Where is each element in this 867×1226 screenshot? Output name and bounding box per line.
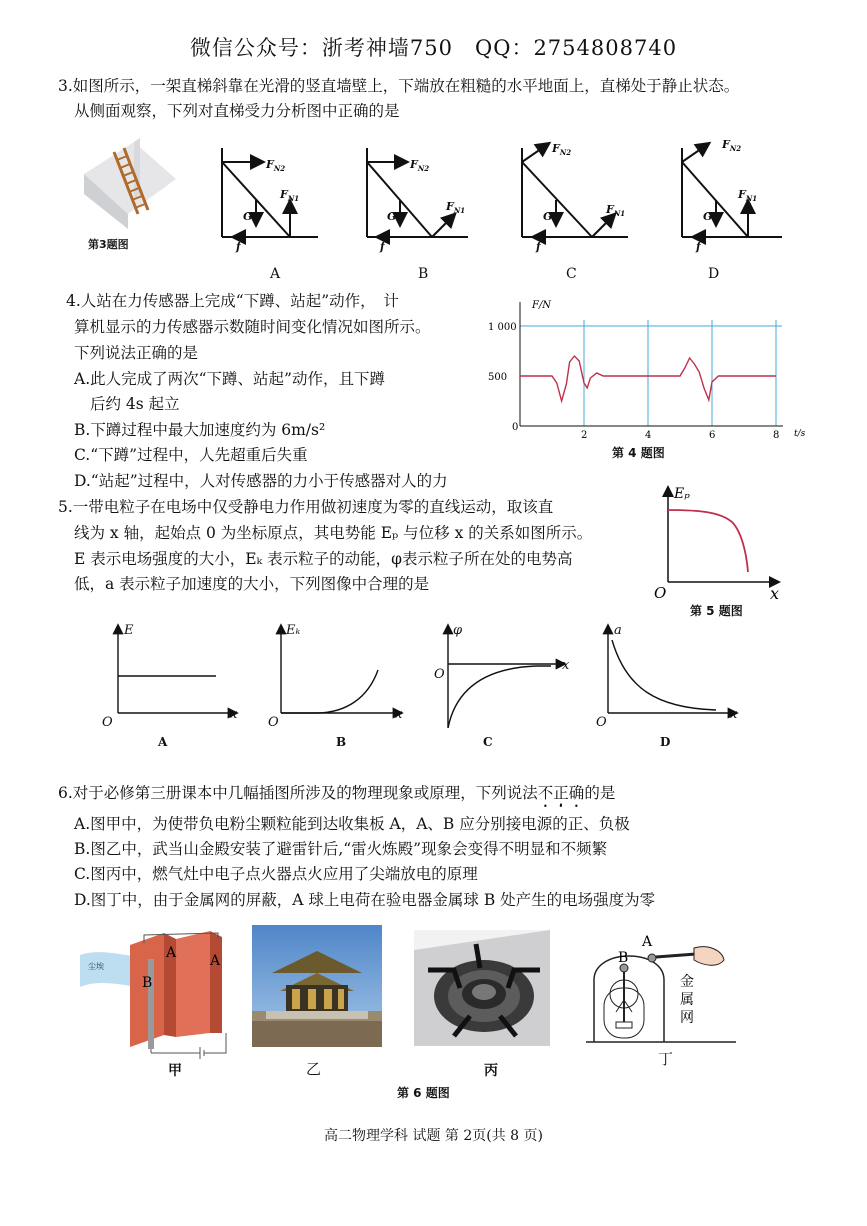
q4-option-c: C.“下蹲”过程中，人先超重后失重 — [74, 446, 308, 464]
q5-stem-line2: 线为 x 轴，起始点 0 为坐标原点，其电势能 Eₚ 与位移 x 的关系如图所示。 — [74, 524, 593, 542]
force-time-chart — [488, 296, 818, 441]
fig-label-bing: 丙 — [484, 1063, 498, 1079]
q5-graph-b-ylabel: Eₖ — [286, 623, 301, 638]
q6-stem-post: 的是 — [584, 784, 616, 802]
svg-text:FN2: $F_{N2}$ — [266, 158, 286, 173]
force-diagram-c — [522, 144, 628, 237]
q5-graph-b-origin: O — [268, 715, 279, 730]
q5-graph-b-x-label: x — [395, 707, 403, 722]
q6-fig-caption: 第 6 题图 — [397, 1086, 450, 1100]
q5-graph-a-label: A — [158, 735, 168, 749]
svg-text:FN2: $F_{N2}$ — [722, 140, 742, 153]
q3-force-diagrams — [210, 140, 830, 260]
ladder-photo — [76, 134, 184, 234]
q3-option-c: C — [566, 266, 577, 282]
q3-stem-line1: 3.如图所示，一架直梯斜靠在光滑的竖直墙壁上，下端放在粗糙的水平地面上，直梯处于静止状态。 — [58, 77, 740, 95]
svg-text:G: G — [243, 210, 253, 223]
svg-text:FN1: $F_{N1}$ — [606, 203, 626, 218]
q5-graph-d-ylabel: a — [614, 623, 622, 638]
q4-option-a-line1: A.此人完成了两次“下蹲、站起”动作，且下蹲 — [74, 370, 385, 388]
fig-ding-label-net-3: 网 — [680, 1010, 694, 1026]
q5-graph-c-ylabel: φ — [453, 623, 463, 638]
q3-option-a: A — [270, 266, 281, 282]
fig-yi-temple-photo — [252, 925, 382, 1047]
svg-text:f: f — [236, 240, 241, 253]
svg-text:f: f — [380, 240, 385, 253]
svg-text:G: G — [387, 210, 397, 223]
q6-stem-pre: 6.对于必修第三册课本中几幅插图所涉及的物理现象或原理，下列说法 — [58, 784, 538, 802]
fig-label-yi: 乙 — [306, 1060, 322, 1078]
chart-xtick-label: 8 — [773, 430, 780, 441]
chart-xlabel: t/s — [794, 429, 806, 439]
fig-jia-label-dust: 尘埃 — [88, 962, 104, 971]
q4-option-a-line2: 后约 4s 起立 — [90, 395, 180, 413]
q5-graph-d-origin: O — [596, 715, 607, 730]
q6-option-d: D.图丁中，由于金属网的屏蔽，A 球上电荷在验电器金属球 B 处产生的电场强度为零 — [74, 891, 656, 909]
chart-xtick-label: 2 — [581, 430, 588, 441]
fig-ding-label-net-2: 属 — [680, 992, 694, 1008]
q3-fig-caption: 第3题图 — [88, 238, 129, 251]
q5-graph-c-x-label: x — [562, 658, 570, 673]
q5-graph-d-x-label: x — [730, 707, 738, 722]
q4-option-b: B.下蹲过程中最大加速度约为 6m/s² — [74, 421, 326, 439]
q5-fig-caption: 第 5 题图 — [690, 604, 743, 618]
svg-text:FN1: $F_{N1}$ — [738, 188, 758, 203]
q5-graph-c-label: C — [483, 735, 493, 749]
chart-xtick-label: 6 — [709, 430, 716, 441]
chart-ylabel: F/N — [532, 300, 552, 311]
chart-ytick-label: 500 — [488, 372, 508, 383]
q5-main-origin: O — [654, 584, 667, 602]
q6-option-a: A.图甲中，为使带负电粉尘颗粒能到达收集板 A，A、B 应分别接电源的正、负极 — [74, 815, 630, 833]
fig-ding-label-b: B — [618, 950, 629, 966]
page-footer: 高二物理学科 试题 第 2页(共 8 页) — [324, 1128, 543, 1144]
q5-stem-line3: E 表示电场强度的大小，Eₖ 表示粒子的动能，φ表示粒子所在处的电势高 — [74, 550, 573, 568]
q5-stem-line4: 低，a 表示粒子加速度的大小，下列图像中合理的是 — [74, 575, 430, 593]
q3-stem-line2: 从侧面观察，下列对直梯受力分析图中正确的是 — [74, 102, 400, 120]
q4-option-d: D.“站起”过程中，人对传感器的力小于传感器对人的力 — [74, 472, 448, 490]
q4-fig-caption: 第 4 题图 — [612, 446, 665, 460]
q6-option-b: B.图乙中，武当山金殿安装了避雷针后,“雷火炼殿”现象会变得不明显和不频繁 — [74, 840, 608, 858]
q6-stem — [58, 781, 615, 811]
q3-option-d: D — [708, 266, 720, 282]
q5-graph-c-origin: O — [434, 667, 445, 682]
svg-text:FN1: $F_{N1}$ — [280, 188, 300, 203]
q4-stem-line3: 下列说法正确的是 — [74, 344, 199, 362]
q4-stem-line1: 4.人站在力传感器上完成“下蹲、站起”动作， 计 — [66, 292, 399, 310]
chart-xtick-label: 4 — [645, 430, 652, 441]
fig-ding-label-a: A — [642, 934, 653, 950]
q3-option-b: B — [418, 266, 429, 282]
q5-graph-a-x-label: x — [230, 707, 238, 722]
fig-label-jia: 甲 — [168, 1063, 182, 1079]
svg-text:FN2: $F_{N2}$ — [410, 158, 430, 173]
q5-option-graphs — [96, 618, 776, 758]
svg-text:FN1: $F_{N1}$ — [446, 200, 466, 215]
q5-stem-line1: 5.一带电粒子在电场中仅受静电力作用做初速度为零的直线运动，取该直 — [58, 498, 554, 516]
fig-ding-label-net-1: 金 — [680, 974, 694, 990]
page-header: 微信公众号：浙考神墙750 QQ：2754808740 — [189, 36, 678, 60]
q5-ep-graph — [650, 482, 790, 602]
chart-x0-label: 0 — [512, 422, 519, 433]
svg-text:G: G — [703, 210, 713, 223]
fig-jia-label-b: B — [142, 975, 153, 991]
q5-graph-a-origin: O — [102, 715, 113, 730]
svg-text:f: f — [696, 240, 701, 253]
fig-jia-label-a2: A — [210, 953, 221, 969]
svg-text:FN2: $F_{N2}$ — [552, 142, 572, 157]
q5-ep-label: Eₚ — [674, 486, 690, 502]
fig-jia-precipitator — [80, 925, 240, 1060]
fig-bing-gas-stove — [414, 930, 550, 1046]
fig-jia-label-a1: A — [166, 945, 177, 961]
force-diagram-d — [682, 144, 782, 237]
q6-stem-emphasis: 不正确 — [537, 784, 585, 802]
svg-text:G: G — [543, 210, 553, 223]
q5-graph-b-label: B — [336, 735, 347, 749]
q5-graph-a-ylabel: E — [124, 623, 134, 638]
q4-stem-line2: 算机显示的力传感器示数随时间变化情况如图所示。 — [74, 318, 431, 336]
q5-graph-d-label: D — [660, 735, 671, 749]
q5-main-x-label: x — [770, 584, 780, 602]
fig-label-ding: 丁 — [658, 1050, 674, 1068]
fig-ding-electroscope — [586, 930, 736, 1048]
svg-text:f: f — [536, 240, 541, 253]
q6-option-c: C.图丙中，燃气灶中电子点火器点火应用了尖端放电的原理 — [74, 865, 478, 883]
chart-ytick-label: 1 000 — [488, 322, 517, 333]
